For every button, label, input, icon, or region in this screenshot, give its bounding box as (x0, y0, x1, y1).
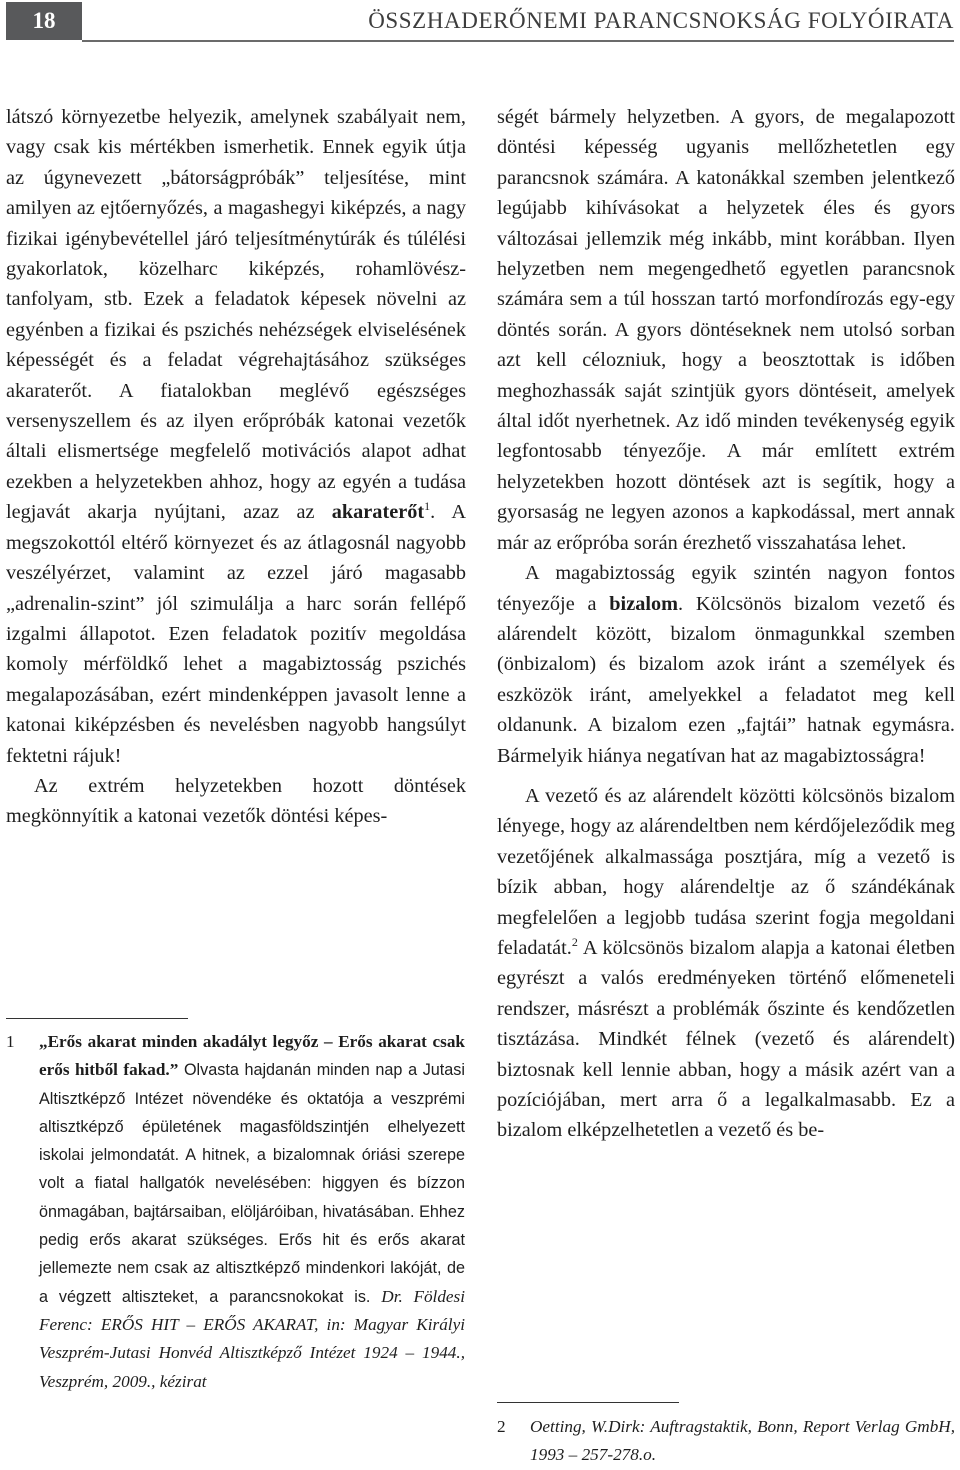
left-column (6, 102, 466, 832)
right-para2-bold: bizalom (609, 592, 679, 615)
page-number: 18 (6, 2, 82, 40)
header-rule (82, 40, 954, 42)
footnote-1-citation: Dr. Földesi Ferenc: ERŐS HIT – ERŐS AKARAT, in: Magyar Királyi Veszprém-Jutasi Honvéd Altisztképző Intézet 1924 – 1944., Veszprém, 2009., kézirat (39, 1286, 466, 1391)
footnote-ref-1: 1 (424, 499, 431, 514)
right-paragraph-3 (497, 781, 955, 1146)
footnote-1-text: Olvasta hajdanán minden nap a Jutasi Altisztképző Intézet növendéke és oktatója a veszprémi altisztképző épületének magasföldszintjén elhelyezett iskolai jelmondatát. A hitnek, a bizalomnak óriási szerepe volt a fiatal hallgatók nevelésében: higgyen és bízzon önmagában, bajtársaiban, elöljáróiban, hivatásában. Ehhez pedig erős akarat szükséges. Erős hit és erős akarat jellemezte nem csak az altisztképző mindenkori lakóját, de a végzett altiszteket, a parancsnokokat is. (39, 1061, 465, 1306)
left-para1-text-b: . A megszokottól eltérő környezet és az átlagosnál nagyobb veszélyérzet, valamint az ezzel járó magasabb „adrenalin-szint” jól szimulálja a harc során fellépő izgalmi állapotot. Ezen feladatok pozitív megoldása komoly mérföldkő lehet a magabiztosság pszichés megalapozásában, ezért mindenképpen javasolt lenne a katonai kiképzésben és nevelésben nagyobb hangsúlyt fektetni rájuk! (6, 501, 466, 767)
left-para1-text-a: látszó környezetbe helyezik, amelynek szabályait nem, vagy csak kis mértékben ismerhetik. Ennek egyik útja az úgynevezett „bátorságpróbák” teljesítése, mint amilyen az ejtőernyőzés, a magashegyi kiképzés, a nagy fizikai igénybevétellel járó teljesítménytúrák és túlélési gyakorlatok, közelharc kiképzés, rohamlövész-tanfolyam, stb. Ezek a feladatok képesek növelni az egyénben a fizikai és pszichés nehézségek elviselésének képességét és a feladat végrehajtásához szükséges akaraterőt. A fiatalokban meglévő egészséges versenyszellem és az ilyen erőpróbák katonai vezetők általi elismertsége megfelelő motivációs alapot adhat ezekben a helyzetekben ahhoz, hogy az egyén a tudása legjavát akarja nyújtani, azaz az (6, 106, 466, 524)
left-paragraph-2: Az extrém helyzetekben hozott döntések megkönnyítik a katonai vezetők döntési képes- (6, 774, 466, 828)
left-paragraph-1 (6, 102, 466, 771)
right-para2-text-b: . Kölcsönös bizalom vezető és alárendelt között, bizalom önmagunkkal szemben (önbizalom) és bizalom azok iránt a személyek és eszközök iránt, amelyekkel a feladatot meg kell oldanunk. A bizalom ezen „fajtái” hatnak egymásra. Bármelyik hiánya negatívan hat az magabiztosságra! (497, 592, 955, 767)
footnote-1 (6, 1028, 465, 1396)
right-para3-text-a: A vezető és az alárendelt közötti kölcsönös bizalom lényege, hogy az alárendeltben nem kérdőjeleződik meg vezetőjének alkalmassága posztjára, míg a vezető is bízik abban, hogy alárendeltje az ő szándékának megfelelően a legjobb tudása szerint fogja megoldani feladatát. (497, 784, 955, 959)
footnote-2 (497, 1413, 955, 1470)
footnote-1-body (39, 1028, 465, 1396)
footnote-rule-left (6, 1018, 188, 1019)
footnote-ref-2: 2 (571, 935, 578, 950)
footnote-1-number: 1 (6, 1032, 15, 1051)
footnote-1-motto: „Erős akarat minden akadályt legyőz – Erős akarat csak erős hitből fakad.” (39, 1032, 465, 1080)
left-para1-bold: akaraterőt (331, 501, 425, 524)
right-para2-text-a: A magabiztosság egyik szintén nagyon fontos tényezője a (497, 562, 955, 615)
right-paragraph-1: ségét bármely helyzetben. A gyors, de megalapozott döntési képesség ugyanis mellőzhetetlen egy parancsnok számára. A katonákkal szemben jelentkező legújabb kihívásokat a helyzetek éles és gyors változásai jellemzik még inkább, mint korábban. Ilyen helyzetben nem megengedhető egyetlen parancsnok számára sem a túl hosszan tartó morfondírozás egy-egy döntés során. A gyors döntéseknek nem utolsó sorban azt kell célozniuk, hogy a beosztottak is időben meghozhassák saját szintjük gyors döntéseit, amelyek által időt nyerhetnek. Az idő minden tevékenység egyik legfontosabb tényezője. A már említett extrém helyzetekben hozott döntések azt is segítik, hogy a gyorsaság ne legyen azonos a kapkodással, mert annak már az erőpróba során érezhető visszahatása lehet. (497, 106, 955, 554)
right-column (497, 102, 955, 1146)
right-paragraph-2 (497, 558, 955, 771)
page-header (0, 0, 960, 44)
footnote-2-number: 2 (497, 1417, 506, 1436)
journal-title: ÖSSZHADERŐNEMI PARANCSNOKSÁG FOLYÓIRATA (368, 8, 954, 33)
footnote-2-citation: Oetting, W.Dirk: Auftragstaktik, Bonn, Report Verlag GmbH, 1993 – 257-278.o. (530, 1417, 955, 1465)
right-para3-text-b: A kölcsönös bizalom alapja a katonai életben egyrészt a valós eredményeken történő előmeneteli rendszer, másrészt a problémák őszinte és kendőzetlen tisztázása. Mindkét félnek (vezető és alárendelt) biztosnak kell lennie abban, hogy a másik azért van a pozíciójában, mert arra ő a legalkalmasabb. Ez a bizalom elképzelhetetlen a vezető és be- (497, 936, 955, 1142)
footnote-rule-right (497, 1402, 679, 1403)
